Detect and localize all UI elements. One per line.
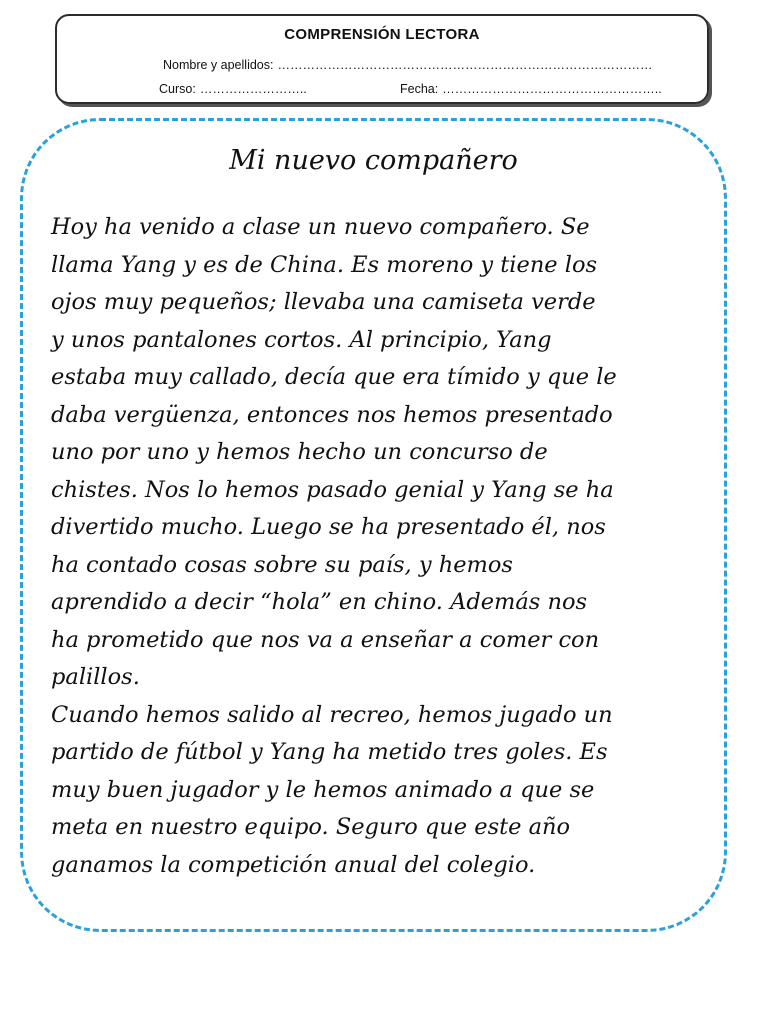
name-blank[interactable]: ……………………………………………………………………………… (277, 58, 653, 72)
course-label: Curso: (159, 82, 196, 96)
name-label: Nombre y apellidos: (163, 58, 274, 72)
story-line: muy buen jugador y le hemos animado a que se (51, 776, 595, 803)
story-title: Mi nuevo compañero (229, 145, 518, 176)
story-line: Hoy ha venido a clase un nuevo compañero. Se (51, 214, 590, 240)
story-line: partido de fútbol y Yang ha metido tres goles. Es (51, 739, 608, 765)
story-line: divertido mucho. Luego se ha presentado él, nos (51, 514, 606, 540)
story-line: aprendido a decir “hola” en chino. Además nos (51, 589, 588, 615)
story-line: meta en nuestro equipo. Seguro que este año (51, 814, 571, 840)
date-label: Fecha: (400, 82, 439, 96)
story-line: llama Yang y es de China. Es moreno y tiene los (51, 251, 598, 278)
story-line: daba vergüenza, entonces nos hemos presentado (51, 401, 613, 428)
story-line: estaba muy callado, decía que era tímido y que le (51, 364, 617, 390)
header-box (55, 14, 709, 104)
story-line: Cuando hemos salido al recreo, hemos jugado un (51, 701, 613, 728)
name-field[interactable] (163, 58, 652, 72)
story-frame (20, 118, 727, 932)
story-body (51, 209, 715, 884)
story-line: y unos pantalones cortos. Al principio, Yang (51, 326, 552, 353)
date-blank[interactable]: …………………………………………….. (442, 82, 662, 96)
story-line: uno por uno y hemos hecho un concurso de (51, 439, 548, 465)
story-line: ganamos la competición anual del colegio. (51, 851, 536, 878)
date-field[interactable] (400, 82, 662, 96)
course-field[interactable] (159, 82, 307, 96)
story-line: ha prometido que nos va a enseñar a comer con (51, 626, 600, 653)
story-line: ojos muy pequeños; llevaba una camiseta verde (51, 289, 596, 315)
story-line: palillos. (51, 664, 140, 690)
story-line: ha contado cosas sobre su país, y hemos (51, 551, 513, 578)
course-blank[interactable]: …………………….. (199, 82, 307, 96)
story-line: chistes. Nos lo hemos pasado genial y Yang se ha (51, 476, 614, 503)
worksheet-title: COMPRENSIÓN LECTORA (284, 26, 480, 43)
